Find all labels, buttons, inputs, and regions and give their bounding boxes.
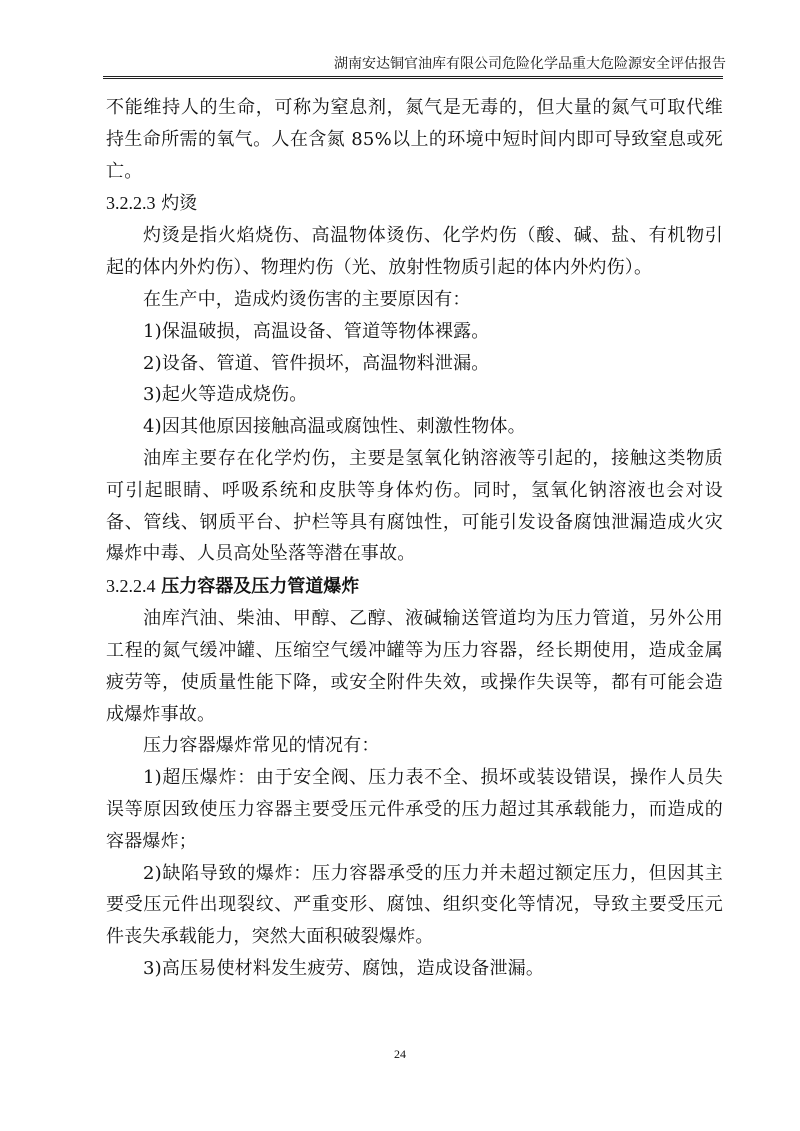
running-header: 湖南安达铜官油库有限公司危险化学品重大危险源安全评估报告: [334, 56, 726, 72]
section-number: 3.2.2.3: [106, 193, 156, 214]
paragraph: 油库主要存在化学灼伤，主要是氢氧化钠溶液等引起的，接触这类物质可引起眼睛、呼吸系统和皮肤等身体灼伤。同时，氢氧化钠溶液也会对设备、管线、钢质平台、护栏等具有腐蚀性，可能引发设备腐蚀泄漏造成火灾爆炸中毒、人员高处坠落等潜在事故。: [106, 447, 723, 565]
header-divider: [103, 76, 723, 79]
section-heading-3223: [106, 187, 723, 220]
paragraph: 压力容器爆炸常见的情况有：: [143, 735, 380, 757]
list-item: 1)超压爆炸：由于安全阀、压力表不全、损坏或装设错误，操作人员失误等原因致使压力容器主要受压元件承受的压力超过其承载能力，而造成的容器爆炸；: [106, 767, 723, 852]
list-item: 1)保温破损，高温设备、管道等物体裸露。: [143, 320, 490, 342]
paragraph-continued: 不能维持人的生命，可称为窒息剂，氮气是无毒的，但大量的氮气可取代维持生命所需的氧气。人在含氮 85%以上的环境中短时间内即可导致窒息或死亡。: [106, 97, 723, 182]
paragraph: 灼烫是指火焰烧伤、高温物体烫伤、化学灼伤（酸、碱、盐、有机物引起的体内外灼伤）、物理灼伤（光、放射性物质引起的体内外灼伤）。: [106, 225, 723, 279]
body-text: [106, 92, 723, 985]
section-title: 压力容器及压力管道爆炸: [161, 576, 360, 598]
list-item: 2)缺陷导致的爆炸：压力容器承受的压力并未超过额定压力，但因其主要受压元件出现裂纹、严重变形、腐蚀、组织变化等情况，导致主要受压元件丧失承载能力，突然大面积破裂爆炸。: [106, 862, 723, 948]
section-title: 灼烫: [161, 193, 198, 215]
list-item: 2)设备、管道、管件损坏，高温物料泄漏。: [143, 352, 490, 374]
paragraph: 在生产中，造成灼烫伤害的主要原因有：: [143, 288, 471, 310]
list-item: 3)高压易使材料发生疲劳、腐蚀，造成设备泄漏。: [143, 957, 545, 979]
list-item: 3)起火等造成烧伤。: [143, 384, 308, 406]
paragraph: 油库汽油、柴油、甲醇、乙醇、液碱输送管道均为压力管道，另外公用工程的氮气缓冲罐、压缩空气缓冲罐等为压力容器，经长期使用，造成金属疲劳等，使质量性能下降，或安全附件失效，或操作失误等，都有可能会造成爆炸事故。: [106, 608, 723, 725]
section-number: 3.2.2.4: [106, 576, 156, 597]
page-number: 24: [394, 1047, 406, 1061]
section-heading-3224: [106, 570, 723, 603]
list-item: 4)因其他原因接触高温或腐蚀性、刺激性物体。: [143, 416, 526, 438]
